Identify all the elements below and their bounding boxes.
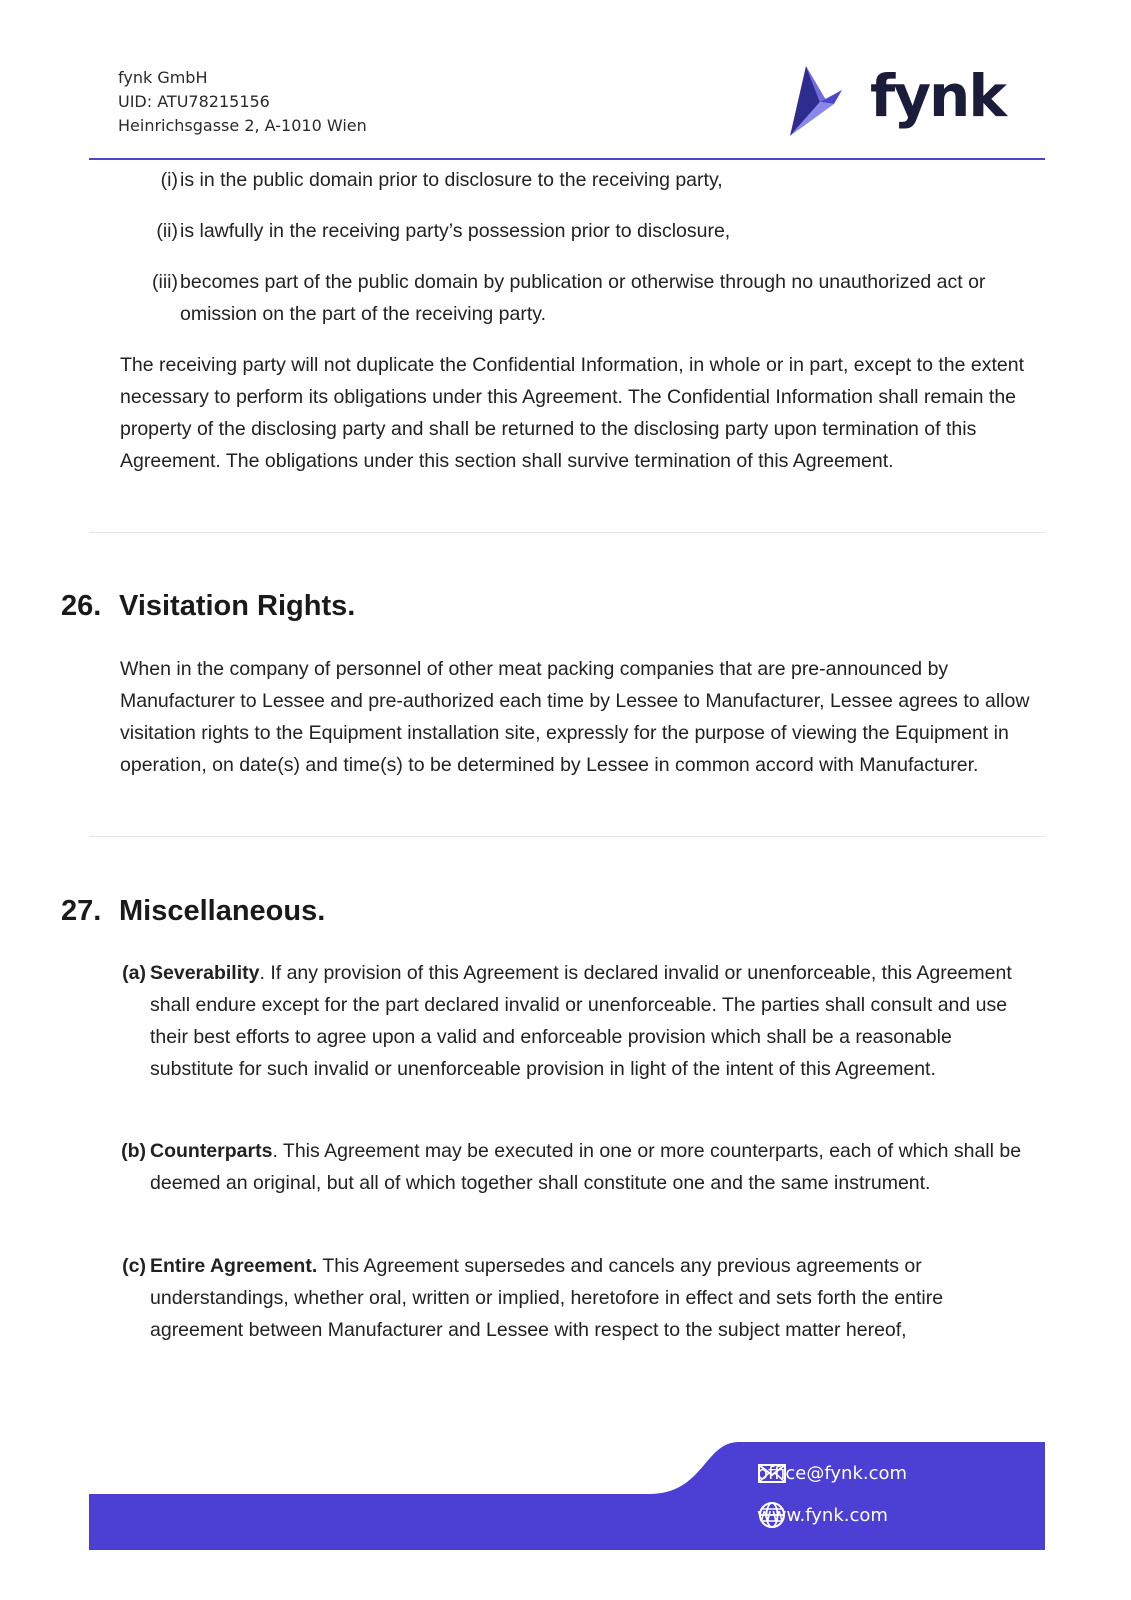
- footer: [89, 1442, 1045, 1550]
- subclause-severability: (a) Severability. If any provision of this Agreement is declared invalid or unenforceable, this Agreement shall endure except for the part declared invalid or unenforceable. The parties shall consult and use their best efforts to agree upon a valid and enforceable provision which shall be a reasonable substitute for such invalid or unenforceable provision in light of the intent of this Agreement.: [150, 957, 1040, 1085]
- mail-icon: [757, 1458, 787, 1488]
- section-27-heading: [61, 895, 325, 928]
- footer-email-link[interactable]: [757, 1458, 907, 1488]
- footer-website-link[interactable]: [757, 1500, 888, 1530]
- list-text: is in the public domain prior to disclosure to the receiving party,: [180, 169, 723, 191]
- confidential-paragraph: The receiving party will not duplicate the Confidential Information, in whole or in part, except to the extent necessary to perform its obligations under this Agreement. The Confidential Information shall remain the property of the disclosing party and shall be returned to the disclosing party upon termination of this Agreement. The obligations under this section shall survive termination of this Agreement.: [120, 354, 1024, 472]
- subclause-label: (b): [121, 1140, 146, 1162]
- section-title: Miscellaneous.: [119, 895, 326, 927]
- subclause-title: Counterparts: [150, 1140, 273, 1162]
- company-uid: UID: ATU78215156: [118, 92, 270, 111]
- subclause-title: Entire Agreement.: [150, 1255, 318, 1277]
- list-number: (iii): [152, 271, 178, 293]
- list-text: becomes part of the public domain by publication or otherwise through no unauthorized act or omission on the part of the receiving party.: [180, 271, 986, 325]
- subclause-entire-agreement: [122, 1250, 1040, 1346]
- subclause-title: Severability: [150, 962, 260, 984]
- footer-website[interactable]: www.fynk.com: [757, 1504, 888, 1526]
- section-number: 27.: [61, 895, 102, 927]
- subclause-label: (c): [122, 1255, 146, 1277]
- list-number: (ii): [156, 220, 178, 242]
- section-number: 26.: [61, 590, 102, 622]
- list-item: [156, 215, 1030, 247]
- company-address: Heinrichsgasse 2, A-1010 Wien: [118, 116, 367, 135]
- footer-email[interactable]: office@fynk.com: [757, 1462, 908, 1484]
- subclause-label: (a): [122, 962, 146, 984]
- subclause-text: This Agreement may be executed in one or more counterparts, each of which shall be deemed an original, but all of which together shall constitute one and the same instrument.: [150, 1140, 1022, 1194]
- section-divider: [89, 836, 1045, 837]
- globe-icon: [757, 1500, 787, 1530]
- list-item: [160, 164, 1030, 196]
- section-title: Visitation Rights.: [119, 590, 356, 622]
- section-26-heading: [61, 590, 355, 623]
- company-info: [118, 66, 367, 138]
- section-26-body: When in the company of personnel of other meat packing companies that are pre-announced by Manufacturer to Lessee and pre-authorized each time by Lessee to Manufacturer, Lessee agrees to allow visitation rights to the Equipment installation site, expressly for the purpose of viewing the Equipment in operation, on date(s) and time(s) to be determined by Lessee in common accord with Manufacturer.: [120, 658, 1030, 776]
- bird-logo-icon: [786, 60, 850, 144]
- list-number: (i): [160, 169, 178, 191]
- header-divider: [89, 158, 1045, 160]
- subclause-text: If any provision of this Agreement is declared invalid or unenforceable, this Agreement shall endure except for the part declared invalid or unenforceable. The parties shall consult and use their best efforts to agree upon a valid and enforceable provision which shall be a reasonable substitute for such invalid or unenforceable provision in light of the intent of this Agreement.: [150, 962, 1012, 1080]
- subclause-counterparts: (b) Counterparts. This Agreement may be executed in one or more counterparts, each of which shall be deemed an original, but all of which together shall constitute one and the same instrument.: [150, 1135, 1030, 1199]
- subclause-text: This Agreement supersedes and cancels any previous agreements or understandings, whether oral, written or implied, heretofore in effect and sets forth the entire agreement between Manufacturer and Lessee with respect to the subject matter hereof,: [150, 1255, 944, 1341]
- company-name: fynk GmbH: [118, 68, 208, 87]
- list-item: [152, 266, 1020, 330]
- logo-wordmark: fynk: [870, 62, 1005, 130]
- section-divider: [89, 532, 1045, 533]
- fynk-logo: [806, 60, 1016, 144]
- list-text: is lawfully in the receiving party’s possession prior to disclosure,: [180, 220, 731, 242]
